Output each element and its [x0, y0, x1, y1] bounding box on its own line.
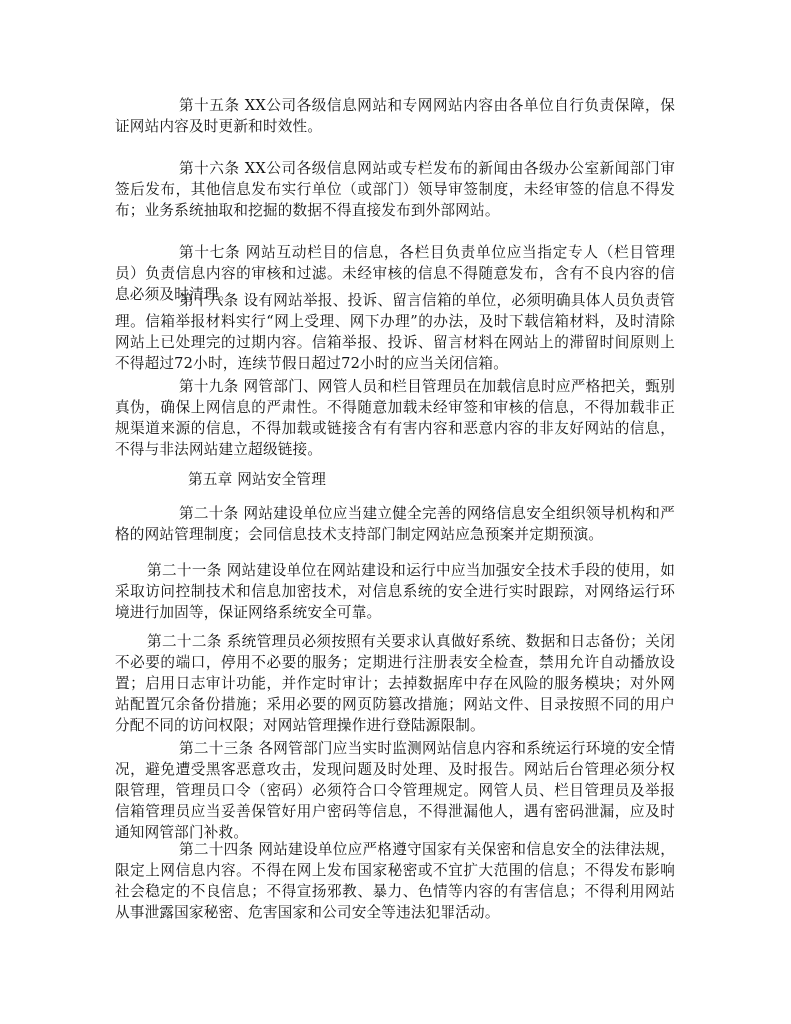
article-21: 第二十一条 网站建设单位在网站建设和运行中应当加强安全技术手段的使用，如采取访问控制技术和信息加密技术，对信息系统的安全进行实时跟踪，对网络运行环境进行加固等，保证网络系统安全可靠。 — [115, 562, 675, 621]
article-22: 第二十二条 系统管理员必须按照有关要求认真做好系统、数据和日志备份；关闭不必要的端口，停用不必要的服务；定期进行注册表安全检查，禁用允许自动播放设置；启用日志审计功能，并作定时审计；去掉数据库中存在风险的服务模块；对外网站配置冗余备份措施；采用必要的网页防篡改措施；网站文件、目录按照不同的用户分配不同的访问权限；对网站管理操作进行登陆源限制。 — [115, 633, 675, 734]
article-20: 第二十条 网站建设单位应当建立健全完善的网络信息安全组织领导机构和严格的网站管理制度；会同信息技术支持部门制定网站应急预案并定期预演。 — [115, 505, 675, 543]
article-19: 第十九条 网管部门、网管人员和栏目管理员在加载信息时应严格把关，甄别真伪，确保上网信息的严肃性。不得随意加载未经审签和审核的信息，不得加载非正规渠道来源的信息，不得加载或链接含有有害内容和恶意内容的非友好网站的信息，不得与非法网站建立超级链接。 — [115, 378, 675, 458]
article-16: 第十六条 XX公司各级信息网站或专栏发布的新闻由各级办公室新闻部门审签后发布，其他信息发布实行单位（或部门）领导审签制度，未经审签的信息不得发布；业务系统抽取和挖掘的数据不得直接发布到外部网站。 — [115, 160, 675, 219]
article-18: 第十八条 设有网站举报、投诉、留言信箱的单位，必须明确具体人员负责管理。信箱举报材料实行“网上受理、网下办理”的办法，及时下载信箱材料，及时清除网站上已处理完的过期内容。信箱举报、投诉、留言材料在网站上的滞留时间原则上不得超过72小时，连续节假日超过72小时的应当关闭信箱。 — [115, 292, 675, 372]
article-17: 第十七条 网站互动栏目的信息，各栏目负责单位应当指定专人（栏目管理员）负责信息内容的审核和过滤。未经审核的信息不得随意发布，含有不良内容的信息必须及时清理。 — [115, 244, 675, 303]
article-15: 第十五条 XX公司各级信息网站和专网网站内容由各单位自行负责保障，保证网站内容及时更新和时效性。 — [115, 97, 675, 135]
article-24: 第二十四条 网站建设单位应严格遵守国家有关保密和信息安全的法律法规，限定上网信息内容。不得在网上发布国家秘密或不宜扩大范围的信息；不得发布影响社会稳定的不良信息；不得宣扬邪教、暴力、色情等内容的有害信息；不得利用网站从事泄露国家秘密、危害国家和公司安全等违法犯罪活动。 — [115, 841, 675, 921]
chapter-heading: 第五章 网站安全管理 — [188, 471, 326, 488]
article-23: 第二十三条 各网管部门应当实时监测网站信息内容和系统运行环境的安全情况，避免遭受黑客恶意攻击，发现问题及时处理、及时报告。网站后台管理必须分权限管理，管理员口令（密码）必须符合口令管理规定。网管人员、栏目管理员及举报信箱管理员应当妥善保管好用户密码等信息，不得泄漏他人，遇有密码泄漏，应及时通知网管部门补救。 — [115, 740, 675, 841]
